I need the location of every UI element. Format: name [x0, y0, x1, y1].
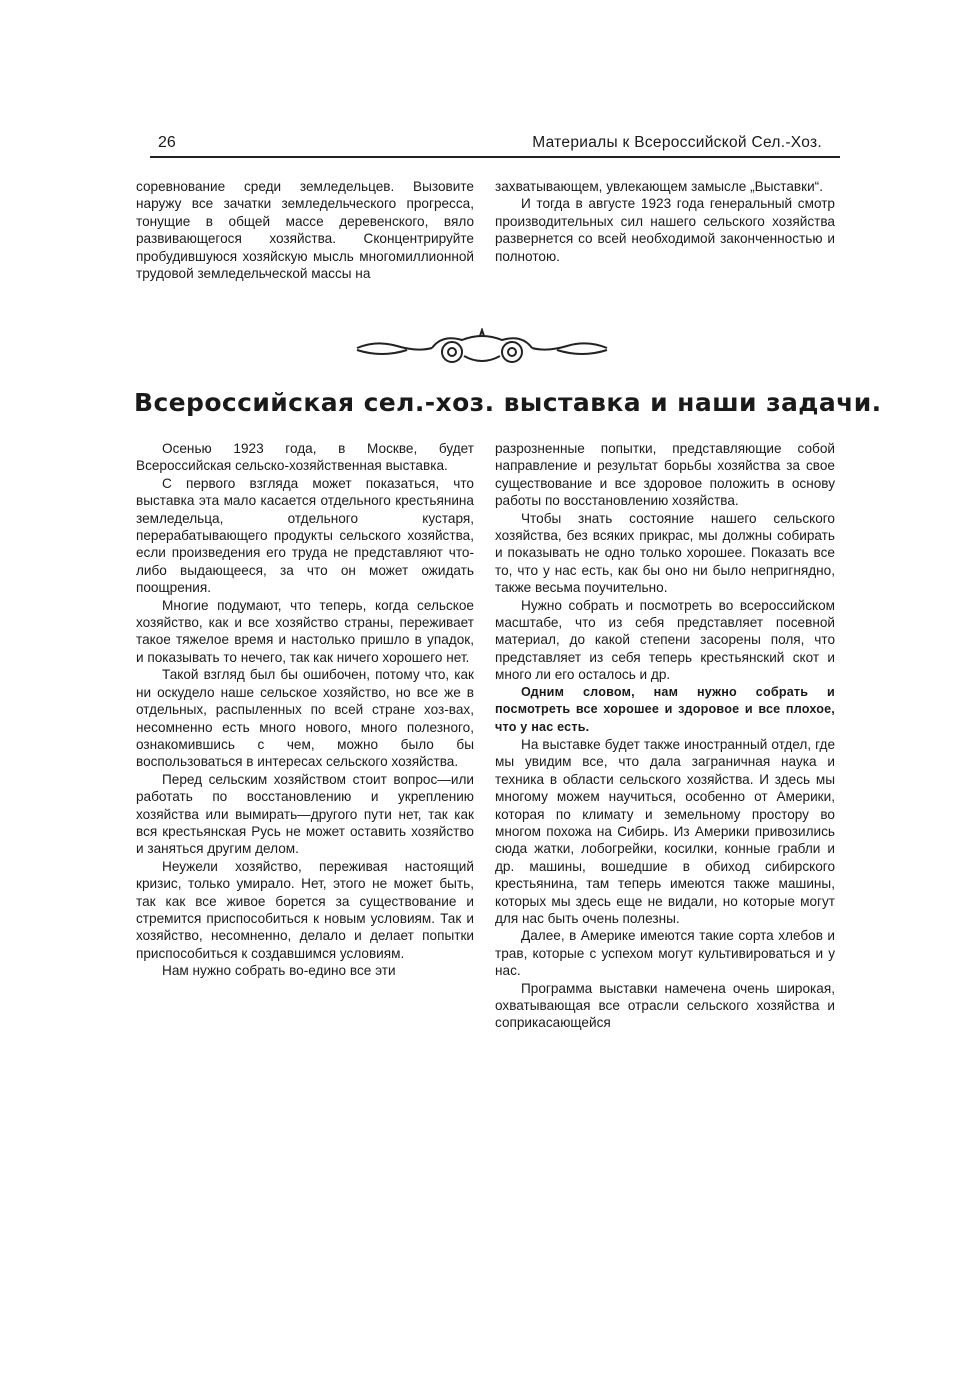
paragraph: Многие подумают, что теперь, когда сельское хозяйство, как и все хозяйство страны, переживает такое тяжелое время и настолько пришло в упадок, и показывать то нечего, так как ничего хорошего нет. [136, 597, 474, 665]
article-title: Всероссийская сел.-хоз. выставка и наши задачи. [134, 388, 882, 417]
paragraph-emphasis: Одним словом, нам нужно собрать и посмотреть все хорошее и здоровое и все плохое, что у нас есть. [495, 684, 835, 734]
running-title: Материалы к Всероссийской Сел.-Хоз. [532, 134, 822, 151]
article-left-column [136, 440, 474, 980]
paragraph: Нужно собрать и посмотреть во всероссийском масштабе, что из себя представляет посевной материал, до какой степени засорены поля, что представляет из себя теперь крестьянский скот и много ли его осталось и др. [495, 597, 835, 683]
paragraph: Программа выставки намечена очень широкая, охватывающая все отрасли сельского хозяйства и соприкасающейся [495, 980, 835, 1031]
paragraph: Перед сельским хозяйством стоит вопрос—или работать по восстановлению и укреплению хозяйства или вымирать—другого пути нет, так как вся крестьянская Русь не может оставить хозяйство и заняться другим делом. [136, 771, 474, 857]
paragraph: Чтобы знать состояние нашего сельского хозяйства, без всяких прикрас, мы должны собирать и показывать не одно только хорошее. Показать все то, что у нас есть, как бы оно ни было непригнядно, также весьма поучительно. [495, 510, 835, 596]
top-left-column [136, 178, 474, 282]
paragraph: И тогда в августе 1923 года генеральный смотр производительных сил нашего сельского хозяйства развернется со всей необходимой законченностью и полнотою. [495, 196, 835, 264]
paragraph: Неужели хозяйство, переживая настоящий кризис, только умирало. Нет, этого не может быть, так как все живое борется за существование и стремится приспособиться к новым условиям. Так и хозяйство, несомненно, делало и делает попытки приспособиться к создавшимся условиям. [136, 858, 474, 961]
paragraph: Далее, в Америке имеются такие сорта хлебов и трав, которые с успехом могут культивироваться и у нас. [495, 928, 835, 979]
paragraph: Такой взгляд был бы ошибочен, потому что, как ни оскудело наше сельское хозяйство, но все же в отдельных, распыленных по всей стране хоз-вах, несомненно есть много нового, много полезного, ознакомившись с чем, можно было бы воспользоваться в интересах сельского хозяйства. [136, 667, 474, 770]
paragraph: захватывающем, увлекающем замысле „Выставки“. [495, 179, 823, 194]
paragraph: соревнование среди земледельцев. Вызовите наружу все зачатки земледельческого прогресса, тонущие в общей массе деревенского, вяло развивающегося хозяйства. Сконцентрируйте пробудившуюся хозяйскую мысль многомиллионной трудовой земледельческой массы на [136, 179, 474, 282]
page-header [150, 132, 840, 158]
paragraph: С первого взгляда может показаться, что выставка эта мало касается отдельного крестьянина земледельца, отдельного кустаря, перерабатывающего продукты сельского хозяйства, если произведения его труда не представляют что-либо выдающееся, за что он может ожидать поощрения. [136, 475, 474, 596]
paragraph: Осенью 1923 года, в Москве, будет Всероссийская сельско-хозяйственная выставка. [136, 441, 474, 474]
top-right-column [495, 178, 835, 265]
paragraph: разрозненные попытки, представляющие собой направление и результат борьбы хозяйства за свое существование и все здоровое положить в основу работы по восстановлению хозяйства. [495, 441, 835, 509]
decorative-flourish-icon [352, 328, 612, 368]
article-right-column [495, 440, 835, 1032]
paragraph: На выставке будет также иностранный отдел, где мы увидим все, что дала заграничная наука и техника в области сельского хозяйства. И здесь мы многому можем научиться, особенно от Америки, которая по климату и земельному простору во многом похожа на Сибирь. Из Америки привозились сюда жатки, лобогрейки, косилки, конные грабли и др. машины, вошедшие в обиход сибирского крестьянина, там теперь имеются также машины, которых мы здесь еще не видали, но которые могут для нас быть очень полезны. [495, 736, 835, 926]
paragraph: Нам нужно собрать во-едино все эти [162, 963, 396, 979]
page-number: 26 [158, 134, 176, 151]
